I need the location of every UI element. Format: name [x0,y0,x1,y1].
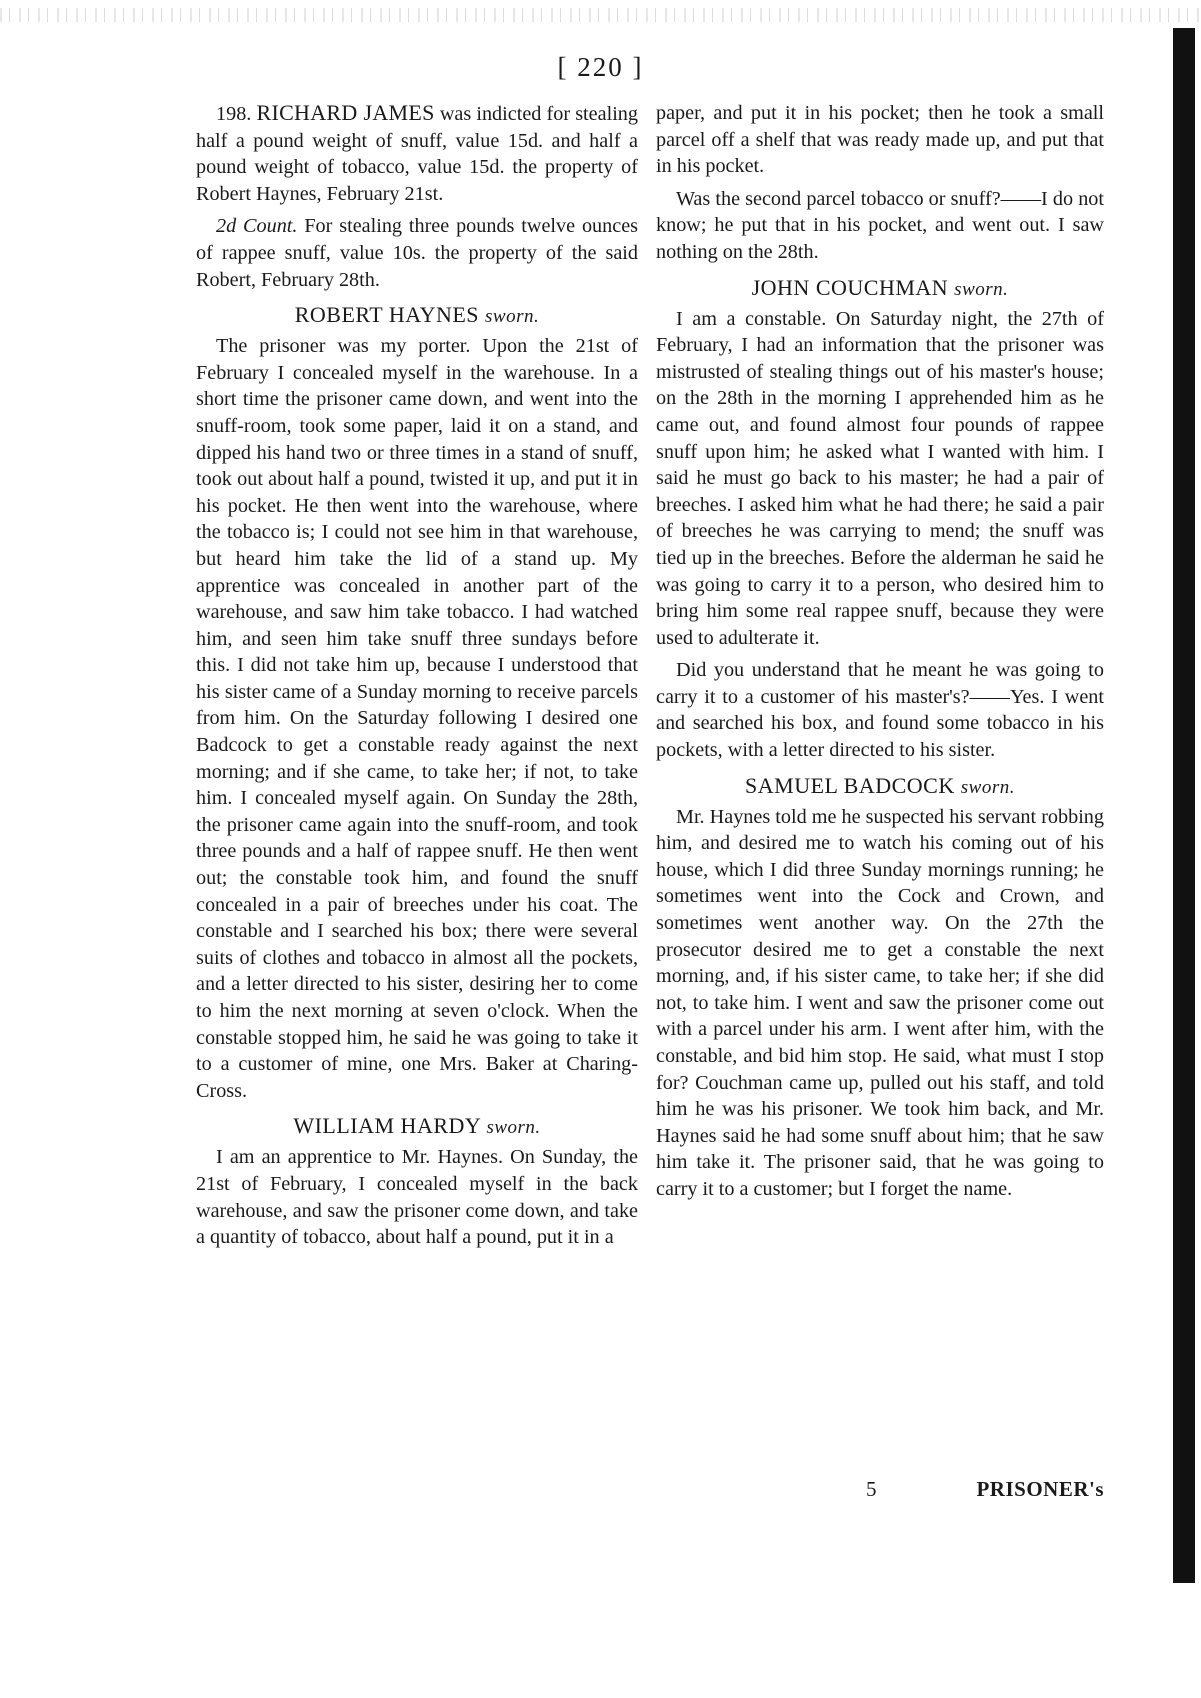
signature-mark: 5 [866,1477,877,1501]
sworn-label: sworn. [960,776,1015,798]
witness-name: SAMUEL BADCOCK [745,772,955,798]
right-column [656,100,1104,1209]
second-count-label: 2d Count. [216,215,298,238]
question-parcel: Was the second parcel tobacco or snuff?——I do not know; he put that in his pocket, and went out. I saw nothing on the 28th. [656,187,1104,263]
indictment-text: was indicted for stealing half a pound weight of snuff, value 15d. and half a pound weight of tobacco, value 15d. the property of Robert Haynes, February 21st. [196,103,638,205]
testimony-haynes: The prisoner was my porter. Upon the 21st of February I concealed myself in the warehouse. In a short time the prisoner came down, and went into the snuff-room, took some paper, laid it on a stand, and dipped his hand two or three times in a stand of snuff, took out about half a pound, twisted it up, and put it in his pocket. He then went into the warehouse, where the tobacco is; I could not see him in that warehouse, but heard him take the lid of a stand up. My apprentice was concealed in another part of the warehouse, and saw him take tobacco. I had watched him, and seen him take snuff three sundays before this. I did not take him up, because I understood that his sister came of a Sunday morning to receive parcels from him. On the Saturday following I desired one Badcock to get a constable ready against the next morning; and if she came, to take her; if not, to take him. I concealed myself again. On Sunday the 28th, the prisoner came again into the snuff-room, and took three pounds and a half of rappee snuff. He then went out; the constable took him, and found the snuff concealed in a pair of breeches under his coat. The constable and I searched his box; there were several suits of clothes and tobacco in almost all the pockets, and a letter directed to his sister, desiring her to come to him the next morning at seven o'clock. When the constable stopped him, he said he was going to take it to a customer of mine, one Mrs. Baker at Charing-Cross. [196,335,638,1102]
sworn-label: sworn. [486,1117,541,1139]
case-number: 198. [216,103,252,125]
second-count-text: For stealing three pounds twelve ounces of rappee snuff, value 10s. the property of the said Robert, February 28th. [196,215,639,291]
catchword: PRISONER's [976,1477,1104,1501]
scan-noise-top [0,8,1201,22]
witness-heading-hardy [196,1112,638,1142]
second-count-paragraph [196,213,638,293]
question-couchman: Did you understand that he meant he was going to carry it to a customer of his master's?——Yes. I went and searched his box, and found some tobacco in his pockets, with a letter directed to his sister. [656,659,1104,762]
witness-heading-badcock [656,772,1104,802]
witness-name: ROBERT HAYNES [294,302,480,328]
defendant-name: RICHARD JAMES [256,100,435,125]
testimony-hardy-continued: paper, and put it in his pocket; then he took a small parcel off a shelf that was ready made up, and put that in his pocket. [656,102,1104,178]
testimony-couchman: I am a constable. On Saturday night, the 27th of February, I had an information that the prisoner was mistrusted of stealing things out of his master's house; on the 28th in the morning I apprehended him as he came out, and found almost four pounds of rappee snuff upon him; he asked what I wanted with him. I said he must go back to his master; he had a pair of breeches. I asked him what he had there; he said a pair of breeches he was carrying to mend; the snuff was tied up in the breeches. Before the alderman he said he was going to carry it to a person, who desired him to bring him some real rappee snuff, because they were used to adulterate it. [656,307,1104,649]
testimony-badcock: Mr. Haynes told me he suspected his servant robbing him, and desired me to watch his coming out of his house, which I did three Sunday mornings running; he sometimes went into the Cock and Crown, and sometimes went another way. On the 27th the prosecutor desired me to get a constable the next morning, and, if his sister came, to take her; if she did not, to take him. I went and saw the prisoner come out with a parcel under his arm. I went after him, with the constable, and bid him stop. He said, what must I stop for? Couchman came up, pulled out his staff, and told him he was his prisoner. We took him back, and Mr. Haynes said he had some snuff about him; that he saw him take it. The prisoner said, that he was going to carry it to a customer; but I forget the name. [656,805,1104,1200]
page-number: [ 220 ] [557,52,644,82]
left-column [196,100,638,1257]
witness-name: JOHN COUCHMAN [751,274,949,300]
sworn-label: sworn. [485,306,540,328]
witness-heading-couchman [656,274,1104,304]
scan-shadow-edge [1173,28,1195,1583]
sworn-label: sworn. [954,278,1009,300]
witness-heading-haynes [196,301,638,331]
testimony-hardy: I am an apprentice to Mr. Haynes. On Sunday, the 21st of February, I concealed myself in the back warehouse, and saw the prisoner come down, and take a quantity of tobacco, about half a pound, put it in a [196,1146,638,1249]
witness-name: WILLIAM HARDY [293,1113,481,1139]
case-opening-paragraph [196,100,638,207]
